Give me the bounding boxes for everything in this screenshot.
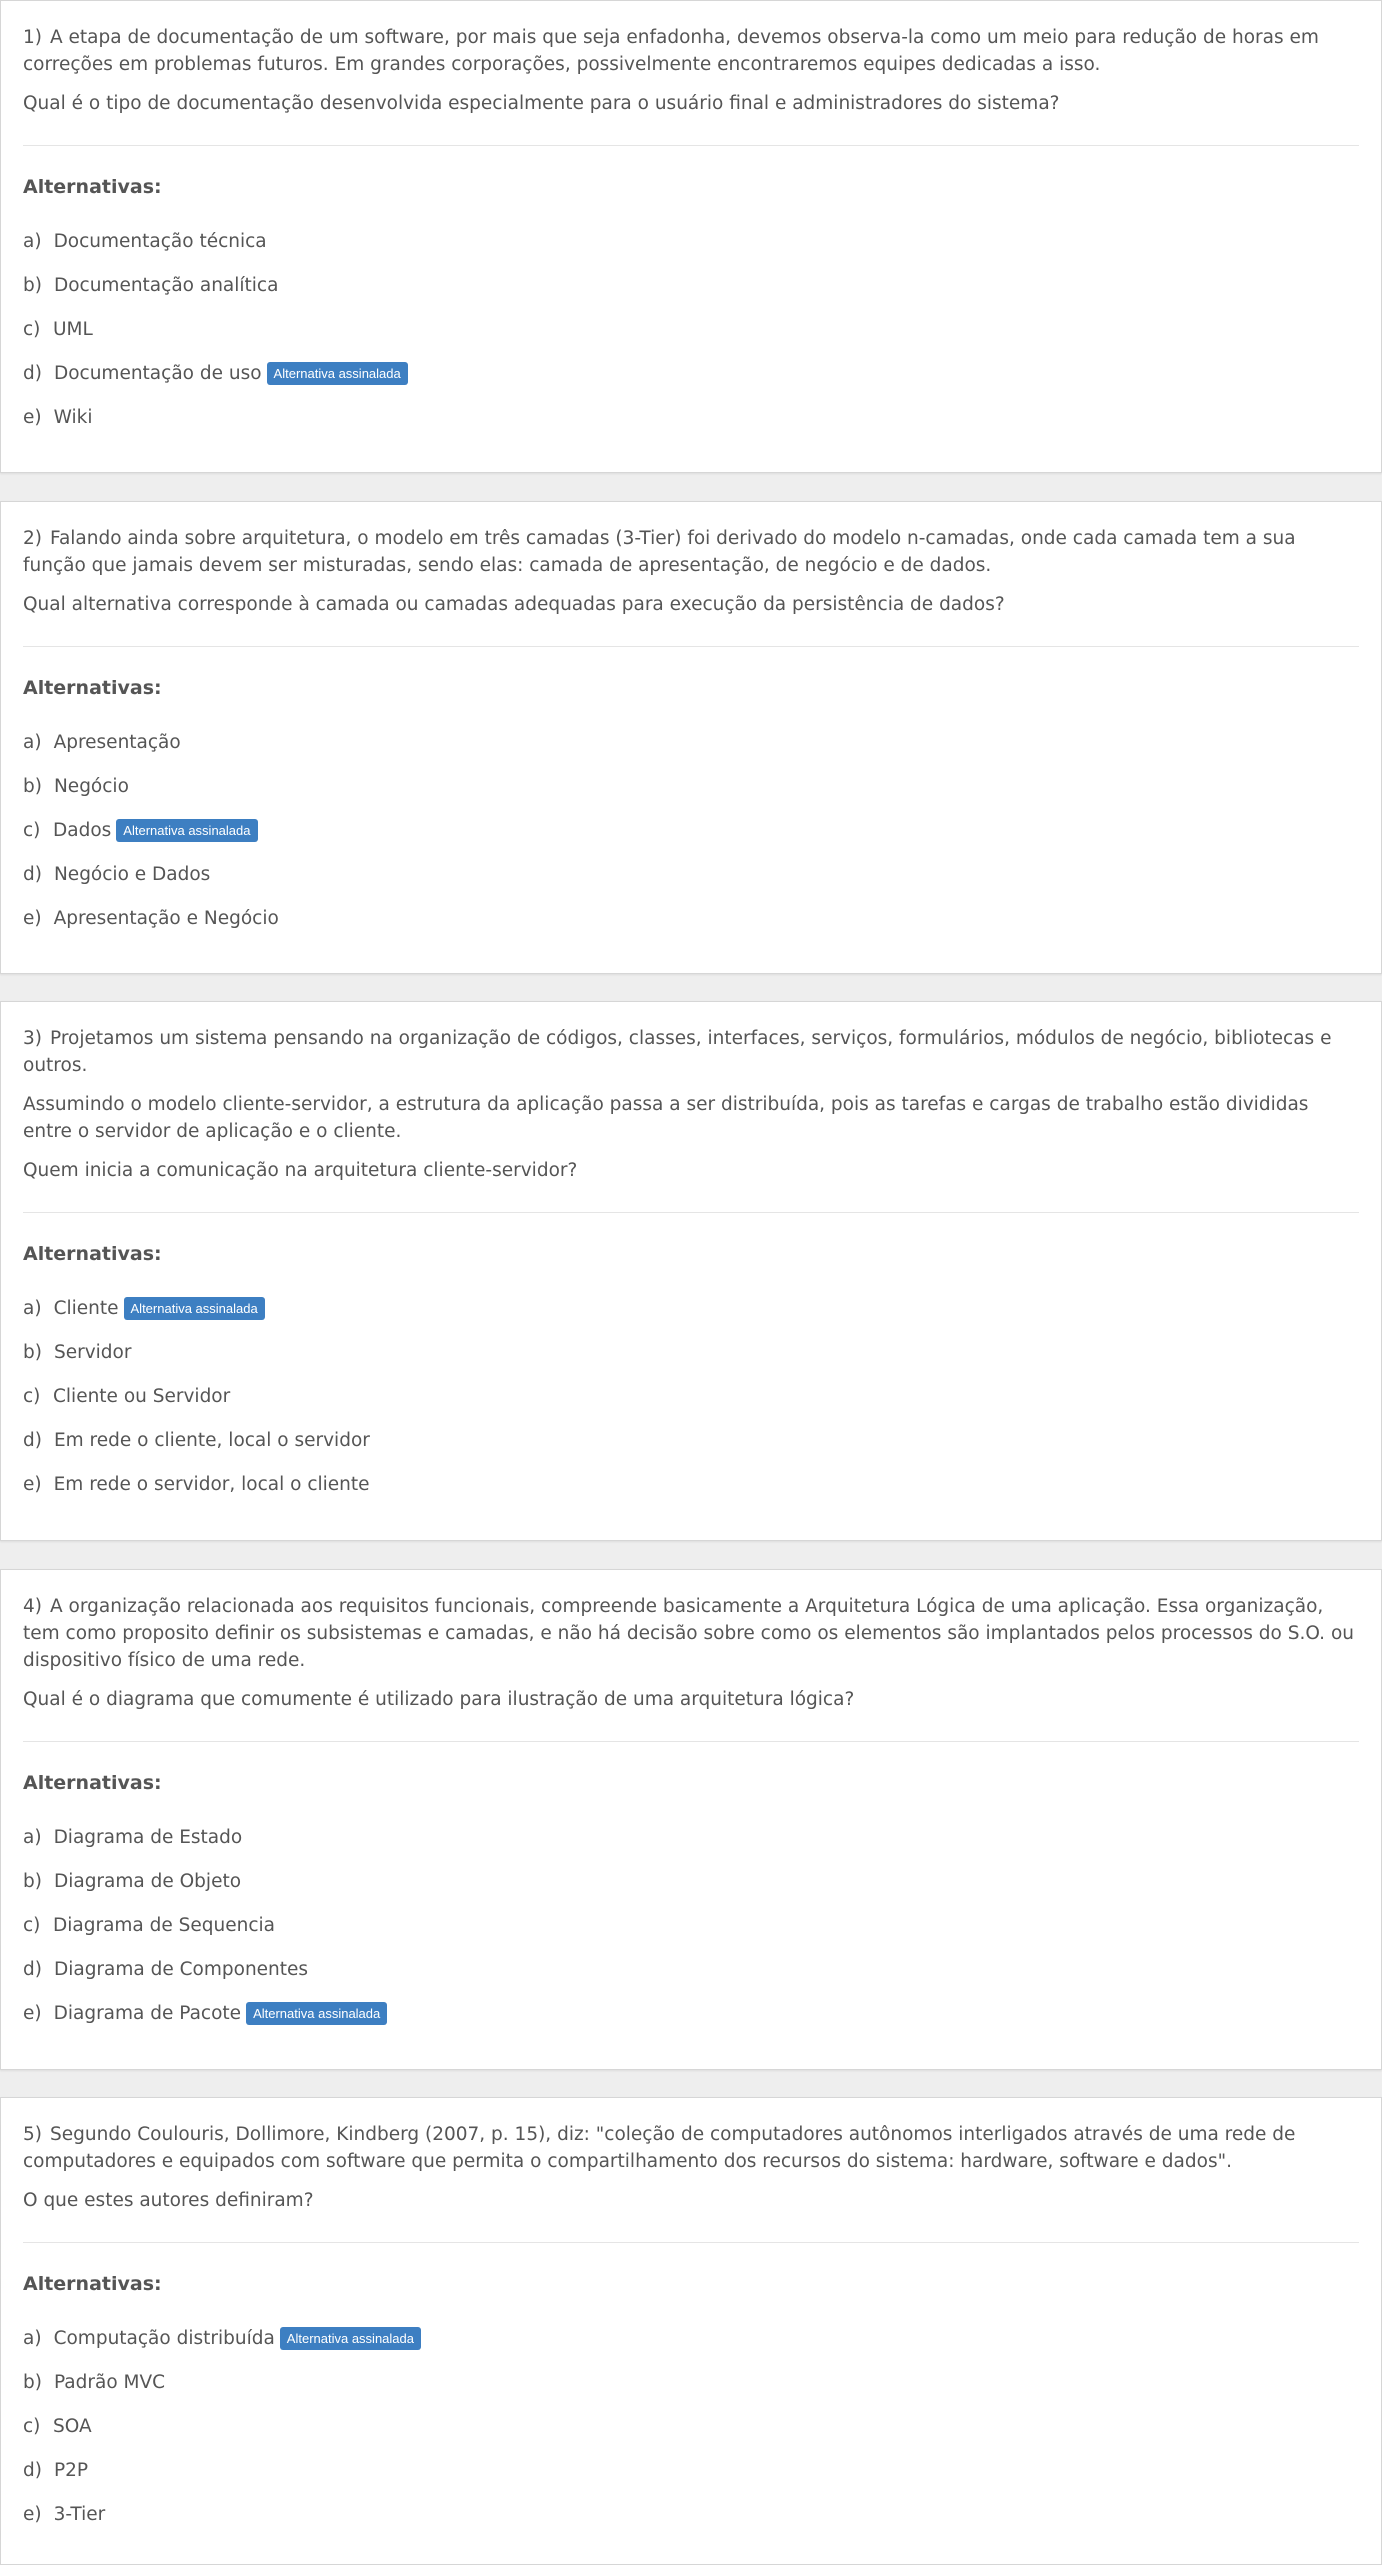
question-card (0, 501, 1382, 974)
question-paragraph: 4) A organização relacionada aos requisitos funcionais, compreende basicamente a Arquitetura Lógica de uma aplicação. Essa organização, tem como proposito definir os subsistemas e camadas, e não há decisão sobre como os elementos são implantados pelos processos do S.O. ou dispositivo físico de uma rede. (23, 1596, 1354, 1671)
selected-badge: Alternativa assinalada (280, 2327, 421, 2350)
divider (23, 646, 1359, 647)
alternative-c[interactable]: c) UML (23, 318, 93, 340)
alternatives-list (23, 219, 1359, 439)
alternatives-title: Alternativas: (23, 1243, 162, 1265)
alternatives-list (23, 1815, 1359, 2035)
alternative-e[interactable]: e) Em rede o servidor, local o cliente (23, 1473, 370, 1495)
question-stem (23, 1593, 1359, 1713)
divider (23, 1741, 1359, 1742)
alternative-e[interactable]: e) 3-Tier (23, 2503, 106, 2525)
alternative-b[interactable]: b) Padrão MVC (23, 2371, 166, 2393)
question-card (0, 0, 1382, 473)
alternative-a[interactable]: a) Computação distribuída Alternativa assinalada (23, 2316, 1359, 2360)
selected-badge: Alternativa assinalada (124, 1297, 265, 1320)
alternative-c[interactable]: c) SOA (23, 2415, 92, 2437)
alternatives-title: Alternativas: (23, 677, 162, 699)
question-number: 4) (23, 1596, 42, 1617)
question-card (0, 1001, 1382, 1541)
alternative-a[interactable]: a) Documentação técnica (23, 230, 267, 252)
alternatives-list (23, 2316, 1359, 2536)
question-number: 3) (23, 1028, 42, 1049)
question-stem (23, 525, 1359, 618)
alternatives-title: Alternativas: (23, 1772, 162, 1794)
alternatives-title: Alternativas: (23, 2273, 162, 2295)
alternatives-title: Alternativas: (23, 176, 162, 198)
alternative-d[interactable]: d) Em rede o cliente, local o servidor (23, 1429, 370, 1451)
alternative-c[interactable]: c) Dados Alternativa assinalada (23, 808, 1359, 852)
question-paragraph: Qual é o tipo de documentação desenvolvida especialmente para o usuário final e administradores do sistema? (23, 93, 1060, 114)
question-card (0, 2097, 1382, 2565)
question-paragraph: O que estes autores definiram? (23, 2190, 314, 2211)
question-stem (23, 1025, 1359, 1184)
alternative-e[interactable]: e) Wiki (23, 406, 93, 428)
alternative-e[interactable]: e) Diagrama de Pacote Alternativa assinalada (23, 1991, 1359, 2035)
alternative-d[interactable]: d) Negócio e Dados (23, 863, 211, 885)
question-paragraph: 5) Segundo Coulouris, Dollimore, Kindberg (2007, p. 15), diz: "coleção de computadores autônomos interligados através de uma rede de computadores e equipados com software que permita o compartilhamento dos recursos do sistema: hardware, software e dados". (23, 2124, 1296, 2172)
question-paragraph: Qual é o diagrama que comumente é utilizado para ilustração de uma arquitetura lógica? (23, 1689, 855, 1710)
alternative-c[interactable]: c) Diagrama de Sequencia (23, 1914, 275, 1936)
alternative-d[interactable]: d) P2P (23, 2459, 89, 2481)
divider (23, 145, 1359, 146)
question-paragraph: 2) Falando ainda sobre arquitetura, o modelo em três camadas (3-Tier) foi derivado do modelo n-camadas, onde cada camada tem a sua função que jamais devem ser misturadas, sendo elas: camada de apresentação, de negócio e de dados. (23, 528, 1296, 576)
alternative-d[interactable]: d) Documentação de uso Alternativa assinalada (23, 351, 1359, 395)
question-paragraph: Quem inicia a comunicação na arquitetura cliente-servidor? (23, 1160, 578, 1181)
alternative-b[interactable]: b) Negócio (23, 775, 129, 797)
selected-badge: Alternativa assinalada (267, 362, 408, 385)
question-stem (23, 24, 1359, 117)
question-number: 5) (23, 2124, 42, 2145)
alternatives-list (23, 720, 1359, 940)
alternative-d[interactable]: d) Diagrama de Componentes (23, 1958, 309, 1980)
selected-badge: Alternativa assinalada (116, 819, 257, 842)
alternative-b[interactable]: b) Documentação analítica (23, 274, 279, 296)
alternative-b[interactable]: b) Diagrama de Objeto (23, 1870, 242, 1892)
divider (23, 2242, 1359, 2243)
alternative-b[interactable]: b) Servidor (23, 1341, 132, 1363)
alternative-a[interactable]: a) Cliente Alternativa assinalada (23, 1286, 1359, 1330)
question-paragraph: Assumindo o modelo cliente-servidor, a estrutura da aplicação passa a ser distribuída, pois as tarefas e cargas de trabalho estão divididas entre o servidor de aplicação e o cliente. (23, 1094, 1309, 1142)
alternatives-list (23, 1286, 1359, 1506)
alternative-e[interactable]: e) Apresentação e Negócio (23, 907, 279, 929)
alternative-a[interactable]: a) Diagrama de Estado (23, 1826, 243, 1848)
question-paragraph: 1) A etapa de documentação de um software, por mais que seja enfadonha, devemos observa-la como um meio para redução de horas em correções em problemas futuros. Em grandes corporações, possivelmente encontraremos equipes dedicadas a isso. (23, 27, 1319, 75)
alternative-a[interactable]: a) Apresentação (23, 731, 181, 753)
question-stem (23, 2121, 1359, 2214)
divider (23, 1212, 1359, 1213)
question-card (0, 1569, 1382, 2070)
question-paragraph: Qual alternativa corresponde à camada ou camadas adequadas para execução da persistência de dados? (23, 594, 1005, 615)
alternative-c[interactable]: c) Cliente ou Servidor (23, 1385, 231, 1407)
question-number: 2) (23, 528, 42, 549)
selected-badge: Alternativa assinalada (246, 2002, 387, 2025)
question-paragraph: 3) Projetamos um sistema pensando na organização de códigos, classes, interfaces, serviços, formulários, módulos de negócio, bibliotecas e outros. (23, 1028, 1332, 1076)
question-number: 1) (23, 27, 42, 48)
